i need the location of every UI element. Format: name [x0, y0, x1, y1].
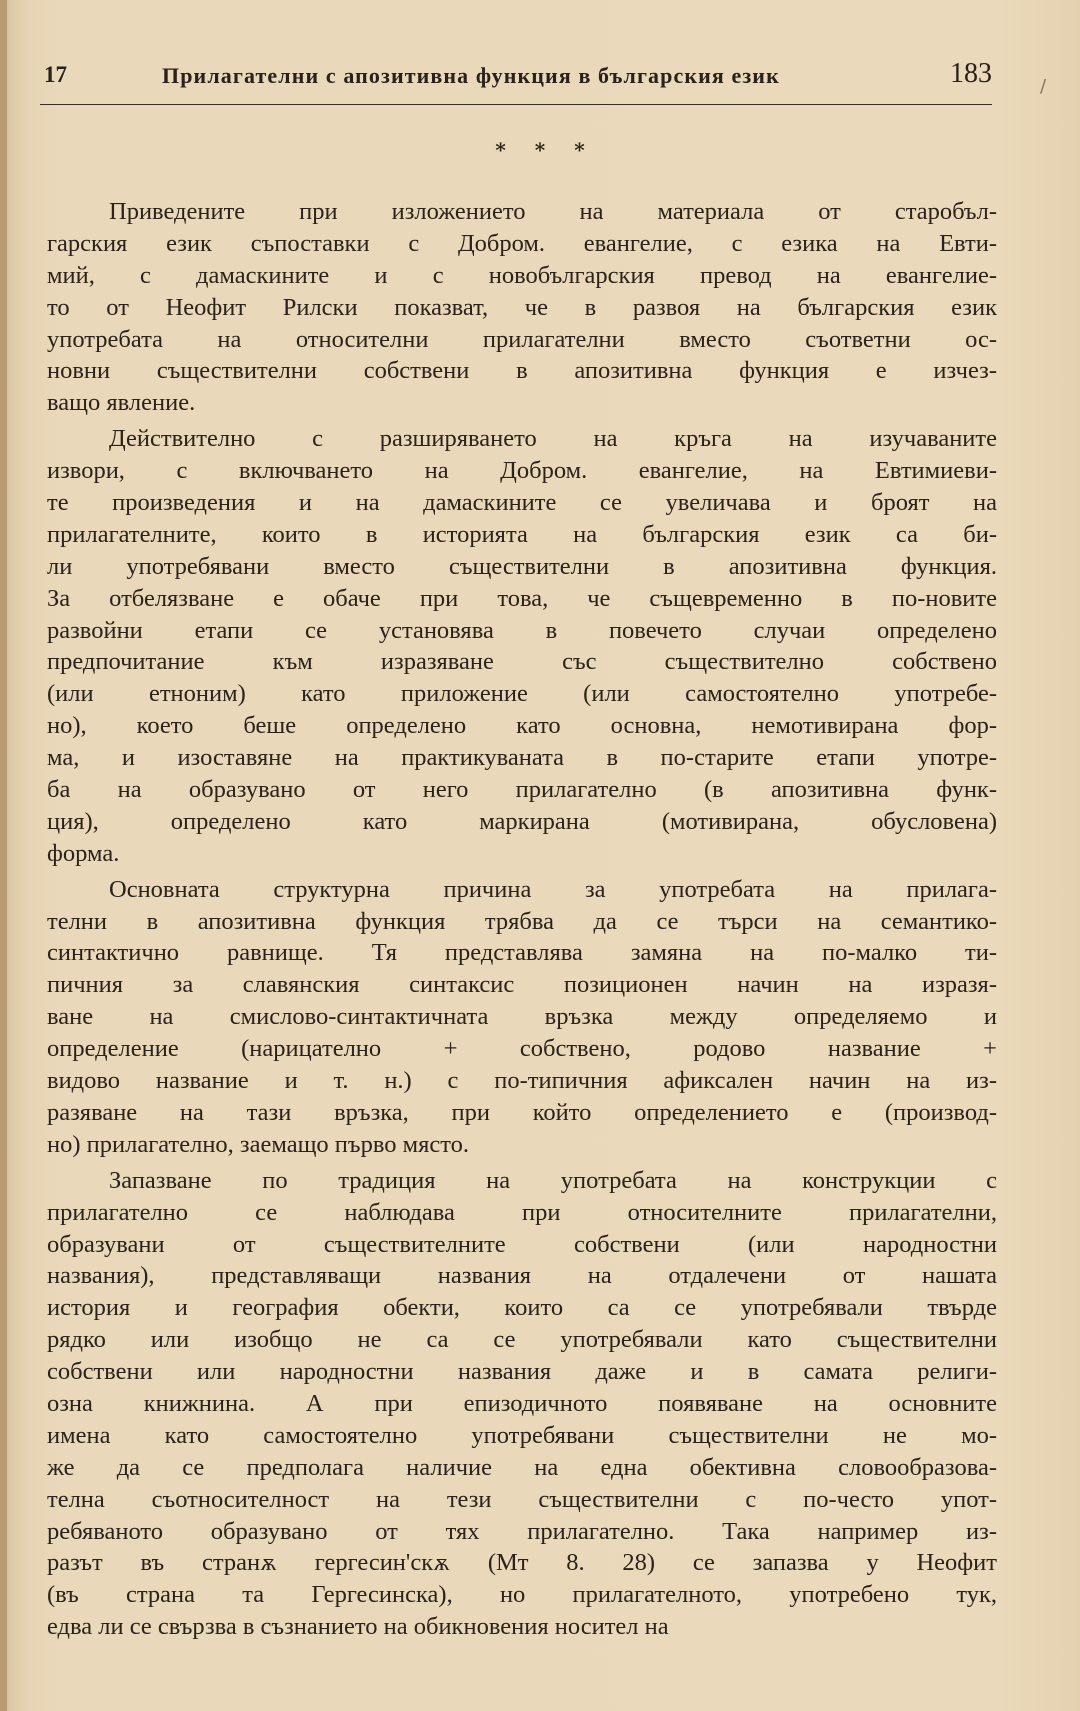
- text-line: названия), представляващи названия на отдалечени от нашата: [47, 1262, 997, 1290]
- text-line: видово название и т. н.) с по-типичния афиксален начин на из-: [47, 1067, 997, 1095]
- page-number-right: 183: [950, 58, 992, 89]
- text-line: извори, с включването на Добром. евангелие, на Евтимиеви-: [47, 457, 997, 485]
- running-header: [44, 58, 992, 98]
- text-line: но), което беше определено като основна, немотивирана фор-: [47, 712, 997, 740]
- running-title: Прилагателни с апозитивна функция в българския език: [162, 63, 780, 88]
- text-line: озна книжнина. А при епизодичното появяване на основните: [47, 1389, 997, 1417]
- text-line: (или етноним) като приложение (или самостоятелно употребе-: [47, 680, 997, 708]
- paragraph: [47, 196, 997, 419]
- text-line: те произведения и на дамаскините се увеличава и броят на: [47, 489, 997, 517]
- text-line: прилагателните, които в историята на българския език са би-: [47, 520, 997, 548]
- body-text: [47, 196, 997, 1643]
- text-line: определение (нарицателно + собствено, родово название +: [47, 1035, 997, 1063]
- text-line: ба на образувано от него прилагателно (в апозитивна функ-: [47, 776, 997, 804]
- text-line: образувани от съществителните собствени (или народностни: [47, 1230, 997, 1258]
- text-line: новни съществителни собствени в апозитивна функция е изчез-: [47, 357, 997, 385]
- text-line: ребяваното образувано от тях прилагателно. Така например из-: [47, 1517, 997, 1545]
- text-line: За отбелязване е обаче при това, че същевременно в по-новите: [47, 584, 997, 612]
- text-line: Приведените при изложението на материала от старобъл-: [109, 198, 997, 225]
- paragraph: [47, 1165, 997, 1643]
- text-line: синтактично равнище. Тя представлява замяна на по-малко ти-: [47, 939, 997, 967]
- text-line: прилагателно се наблюдава при относителните прилагателни,: [47, 1198, 997, 1226]
- text-line: гарския език съпоставки с Добром. евангелие, с езика на Евти-: [47, 229, 997, 257]
- text-line: ване на смислово-синтактичната връзка между определяемо и: [47, 1003, 997, 1031]
- text-line: предпочитание към изразяване със съществително собствено: [47, 648, 997, 676]
- text-line: едва ли се свързва в съзнанието на обикновения носител на: [47, 1613, 669, 1641]
- text-line: форма.: [47, 839, 120, 867]
- text-line: телна съотносителност на тези съществителни с по-често упот-: [47, 1485, 997, 1513]
- text-line: употребата на относителни прилагателни вместо съответни ос-: [47, 325, 997, 353]
- text-line: развойни етапи се установява в повечето случаи определено: [47, 616, 997, 644]
- book-spine-shadow: [0, 0, 7, 1711]
- text-line: но) прилагателно, заемащо първо място.: [47, 1130, 470, 1158]
- section-separator: * * *: [495, 138, 585, 162]
- text-line: разяване на тази връзка, при който определението е (производ-: [47, 1098, 997, 1126]
- text-line: Запазване по традиция на употребата на конструкции с: [109, 1166, 997, 1194]
- text-line: ващо явление.: [47, 389, 196, 417]
- text-line: разът въ странѫ гергесин'скѫ (Мт 8. 28) се запазва у Неофит: [47, 1549, 997, 1577]
- text-line: мий, с дамаскините и с новобългарския превод на евангелие-: [47, 261, 997, 289]
- text-line: рядко или изобщо не са се употребявали като съществителни: [47, 1326, 997, 1354]
- text-line: Действително с разширяването на кръга на изучаваните: [109, 425, 997, 453]
- text-line: то от Неофит Рилски показват, че в развоя на българския език: [47, 293, 997, 321]
- margin-mark: /: [1040, 76, 1047, 97]
- text-line: ма, и изоставяне на практикуваната в по-старите етапи употре-: [47, 744, 997, 772]
- text-line: же да се предполага наличие на една обективна словообразова-: [47, 1453, 997, 1481]
- paragraph: [47, 423, 997, 869]
- text-line: пичния за славянския синтаксис позиционен начин на изразя-: [47, 971, 997, 999]
- header-rule: [40, 104, 992, 105]
- text-line: собствени или народностни названия даже и в самата религи-: [47, 1358, 997, 1386]
- text-line: (въ страна та Гергесинска), но прилагателното, употребено тук,: [47, 1581, 997, 1609]
- text-line: ли употребявани вместо съществителни в апозитивна функция.: [47, 552, 997, 580]
- text-line: история и география обекти, които са се употребявали твърде: [47, 1294, 997, 1322]
- text-line: ция), определено като маркирана (мотивирана, обусловена): [47, 807, 997, 835]
- text-line: телни в апозитивна функция трябва да се търси на семантико-: [47, 907, 997, 935]
- page-number-left: 17: [44, 62, 67, 87]
- paragraph: [47, 874, 997, 1161]
- text-line: имена като самостоятелно употребявани съществителни не мо-: [47, 1421, 997, 1449]
- text-line: Основната структурна причина за употребата на прилага-: [109, 875, 997, 903]
